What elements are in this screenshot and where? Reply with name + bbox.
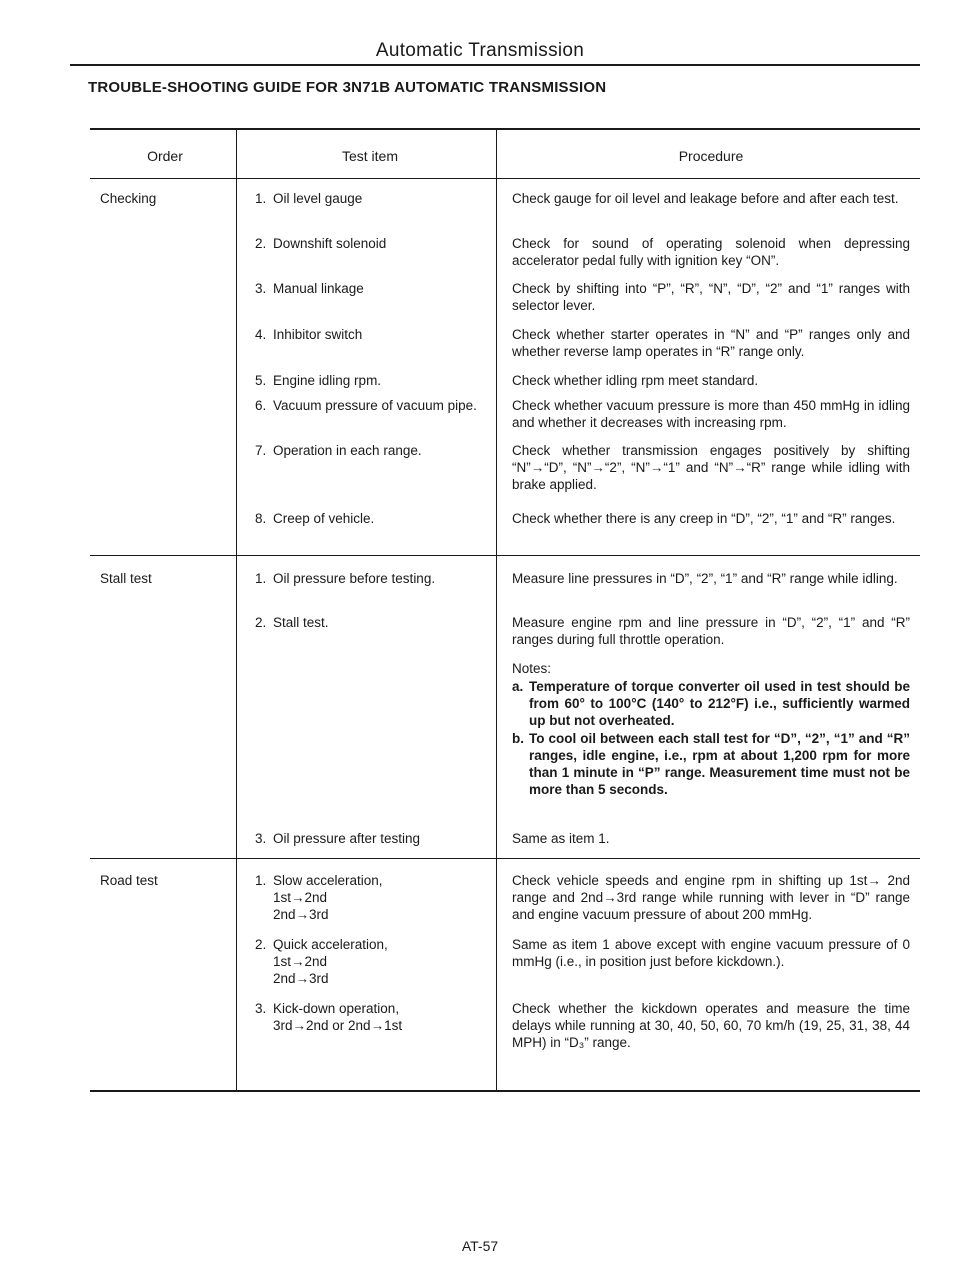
procedure-text: Measure engine rpm and line pressure in “D”, “2”, “1” and “R” ranges during full throttle operation. bbox=[512, 615, 910, 647]
procedure-text: Measure line pressures in “D”, “2”, “1” and “R” range while idling. bbox=[512, 571, 898, 586]
procedure-text: Check whether the kickdown operates and measure the time delays while running at 30, 40, 50, 60, 70 km/h (19, 25, 31, 38, 44 MPH) in “D₃” range. bbox=[512, 1001, 910, 1050]
procedure-text: Check whether there is any creep in “D”, “2”, “1” and “R” ranges. bbox=[512, 511, 896, 526]
table-group-divider-2 bbox=[90, 858, 920, 859]
procedure-text: Check for sound of operating solenoid when depressing accelerator pedal fully with ignition key “ON”. bbox=[512, 236, 910, 268]
test-item: 7. Operation in each range. bbox=[255, 443, 422, 458]
procedure-text: Check whether starter operates in “N” and “P” ranges only and whether reverse lamp operates in “R” range only. bbox=[512, 327, 910, 359]
column-divider-2 bbox=[496, 130, 497, 1090]
table-bottom-rule bbox=[90, 1090, 920, 1092]
procedure-text: Check gauge for oil level and leakage before and after each test. bbox=[512, 191, 899, 206]
test-item: 2. Downshift solenoid bbox=[255, 236, 387, 251]
test-item: 6. Vacuum pressure of vacuum pipe. bbox=[255, 398, 477, 413]
test-item: 8. Creep of vehicle. bbox=[255, 511, 375, 526]
table-header-rule bbox=[90, 178, 920, 179]
note-item: a. Temperature of torque converter oil used in test should be from 60° to 100°C (140° to 212°F) i.e., sufficiently warmed up but not overheated. bbox=[512, 679, 910, 728]
procedure-text: Check whether idling rpm meet standard. bbox=[512, 373, 759, 388]
page-number: AT-57 bbox=[461, 1238, 499, 1254]
procedure-text: Check whether vacuum pressure is more than 450 mmHg in idling and whether it decreases with increasing rpm. bbox=[512, 398, 910, 430]
procedure-text: Same as item 1 above except with engine vacuum pressure of 0 mmHg (i.e., in position just before kickdown.). bbox=[512, 937, 910, 969]
test-item: 2. Stall test. bbox=[255, 615, 329, 630]
notes-label: Notes: bbox=[512, 661, 552, 676]
column-header-order: Order bbox=[147, 148, 183, 164]
note-item: b. To cool oil between each stall test for “D”, “2”, “1” and “R” ranges, idle engine, i.e., rpm at about 1,200 rpm for more than 1 minute in “P” range. Measurement time must not be more than 5 seconds. bbox=[512, 731, 910, 797]
column-header-test-item: Test item bbox=[341, 148, 398, 164]
test-item: 4. Inhibitor switch bbox=[255, 327, 363, 342]
order-stall-test: Stall test bbox=[100, 571, 152, 586]
section-title: TROUBLE-SHOOTING GUIDE FOR 3N71B AUTOMATIC TRANSMISSION bbox=[88, 79, 607, 96]
procedure-text: Same as item 1. bbox=[512, 831, 610, 846]
table-top-rule bbox=[90, 128, 920, 130]
test-item: 5. Engine idling rpm. bbox=[255, 373, 382, 388]
order-road-test: Road test bbox=[100, 873, 158, 888]
procedure-text: Check whether transmission engages positively by shifting “N”→“D”, “N”→“2”, “N”→“1” and “N”→“R” range while idling with brake applied. bbox=[512, 443, 910, 492]
procedure-text: Check by shifting into “P”, “R”, “N”, “D”, “2” and “1” ranges with selector lever. bbox=[512, 281, 910, 313]
test-item: 2. Quick acceleration, 1st→2nd 2nd→3rd bbox=[255, 937, 388, 986]
order-checking: Checking bbox=[100, 191, 157, 206]
stall-test-notes bbox=[512, 660, 910, 798]
table-group-divider-1 bbox=[90, 555, 920, 556]
test-item: 1. Slow acceleration, 1st→2nd 2nd→3rd bbox=[255, 873, 383, 922]
test-item: 3. Kick-down operation, 3rd→2nd or 2nd→1st bbox=[255, 1001, 403, 1033]
procedure-text: Check vehicle speeds and engine rpm in shifting up 1st→ 2nd range and 2nd→3rd range while running with lever in “D” range and engine vacuum pressure of about 200 mmHg. bbox=[512, 873, 910, 922]
column-header-procedure: Procedure bbox=[678, 148, 744, 164]
test-item: 3. Manual linkage bbox=[255, 281, 364, 296]
test-item: 1. Oil pressure before testing. bbox=[255, 571, 436, 586]
test-item: 3. Oil pressure after testing bbox=[255, 831, 421, 846]
column-divider-1 bbox=[236, 130, 237, 1090]
header-rule bbox=[70, 64, 920, 66]
page-header-title: Automatic Transmission bbox=[375, 40, 585, 61]
test-item: 1. Oil level gauge bbox=[255, 191, 363, 206]
